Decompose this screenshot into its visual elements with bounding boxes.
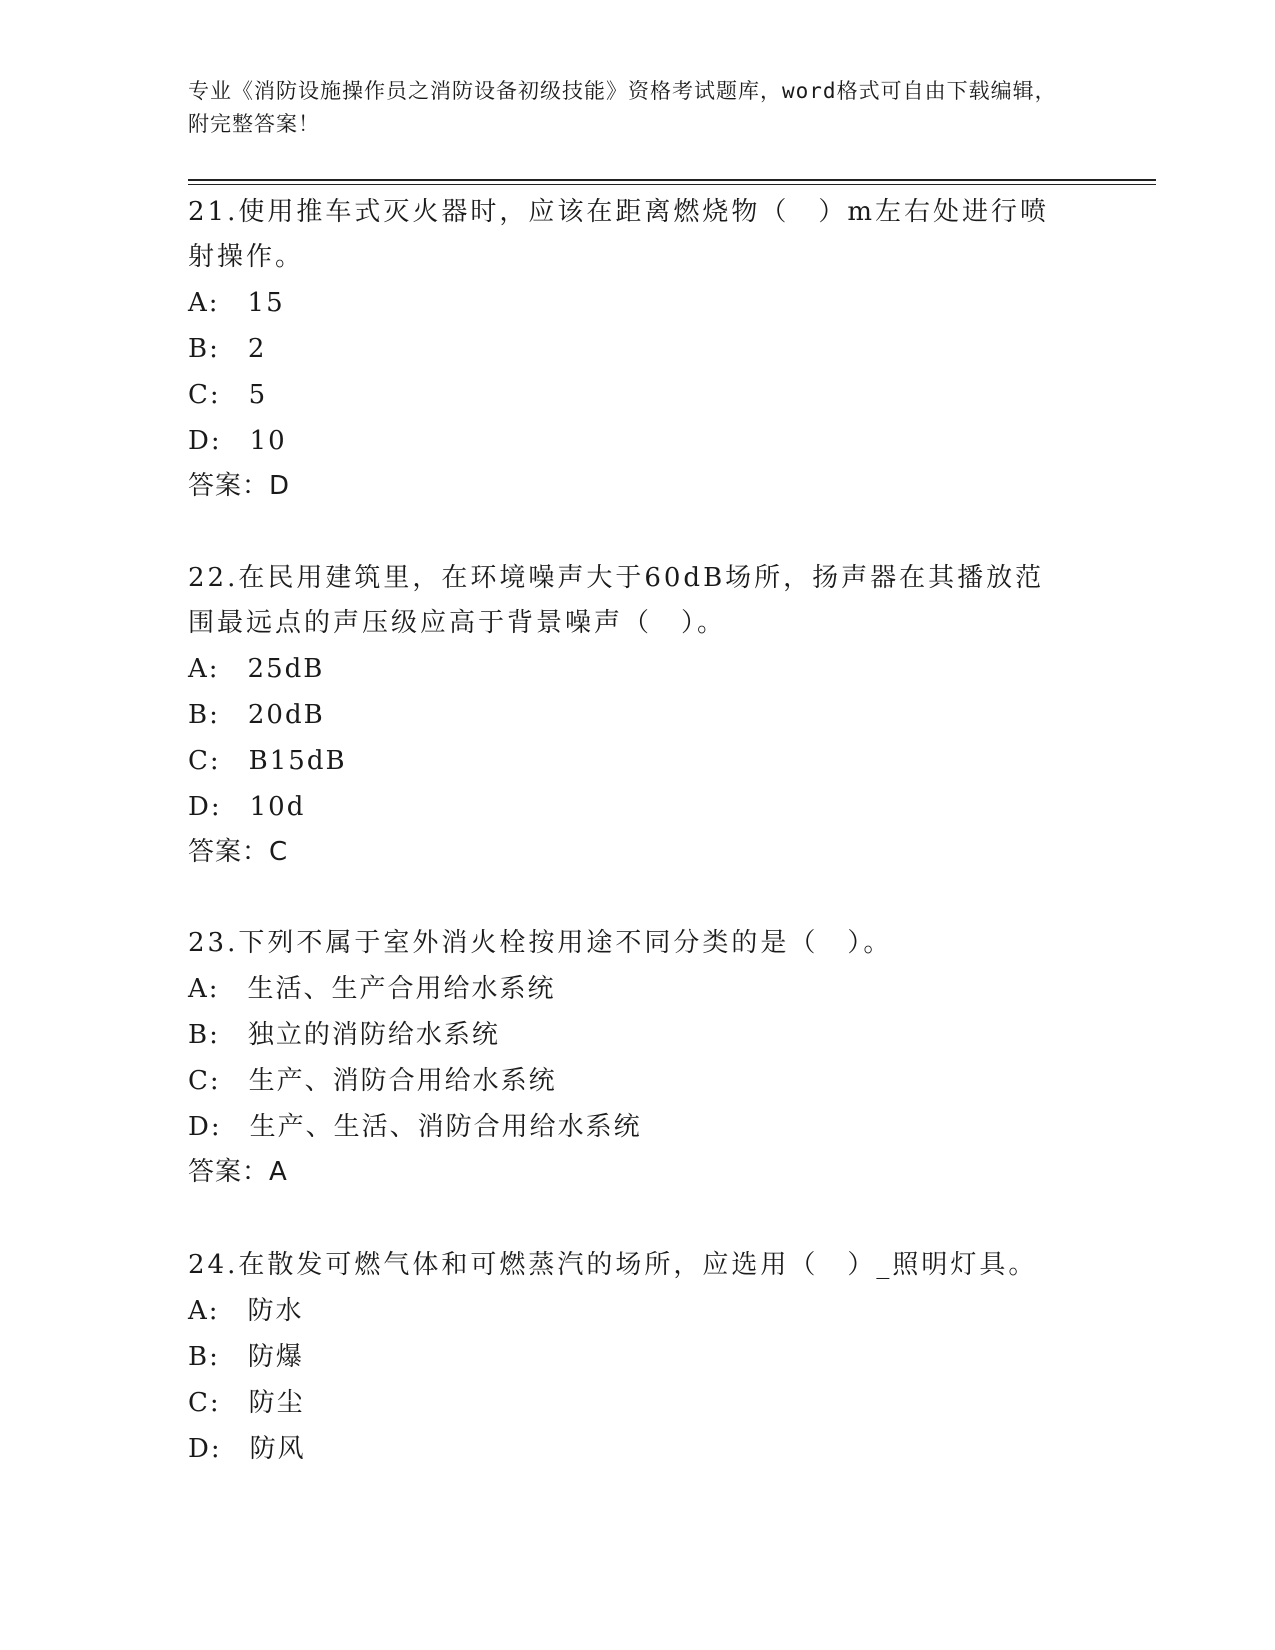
option-a: A: 生活、生产合用给水系统 (188, 974, 556, 1004)
question-24 (188, 1243, 1068, 1472)
question-stem: 22.在民用建筑里，在环境噪声大于60dB场所，扬声器在其播放范围最远点的声压级应高于背景噪声（ ）。 (188, 563, 1045, 638)
answer-line: 答案：A (188, 1157, 288, 1187)
question-22 (188, 556, 1068, 874)
question-stem: 23.下列不属于室外消火栓按用途不同分类的是（ ）。 (188, 928, 893, 958)
question-21 (188, 190, 1068, 508)
answer-line: 答案：C (188, 837, 289, 867)
answer-line: 答案：D (188, 471, 291, 501)
option-c: C: 5 (188, 380, 268, 410)
option-d: D: 10d (188, 792, 306, 822)
question-23 (188, 921, 1068, 1194)
header-divider-top (188, 179, 1156, 181)
option-c: C: 生产、消防合用给水系统 (188, 1066, 557, 1096)
option-b: B: 2 (188, 334, 267, 364)
option-d: D: 10 (188, 426, 287, 456)
header-note: 专业《消防设施操作员之消防设备初级技能》资格考试题库，word格式可自由下载编辑，附完整答案！ (188, 79, 1057, 136)
header-divider-bottom (188, 184, 1156, 185)
option-b: B: 防爆 (188, 1342, 304, 1372)
option-a: A: 15 (188, 288, 285, 318)
question-stem: 21.使用推车式灭火器时，应该在距离燃烧物（ ）m左右处进行喷射操作。 (188, 197, 1050, 272)
option-b: B: 独立的消防给水系统 (188, 1020, 500, 1050)
option-a: A: 25dB (188, 654, 325, 684)
option-c: C: B15dB (188, 746, 347, 776)
option-a: A: 防水 (188, 1296, 304, 1326)
option-c: C: 防尘 (188, 1388, 305, 1418)
question-stem: 24.在散发可燃气体和可燃蒸汽的场所，应选用（ ）_照明灯具。 (188, 1250, 1038, 1280)
option-d: D: 生产、生活、消防合用给水系统 (188, 1112, 642, 1142)
option-b: B: 20dB (188, 700, 325, 730)
option-d: D: 防风 (188, 1434, 306, 1464)
